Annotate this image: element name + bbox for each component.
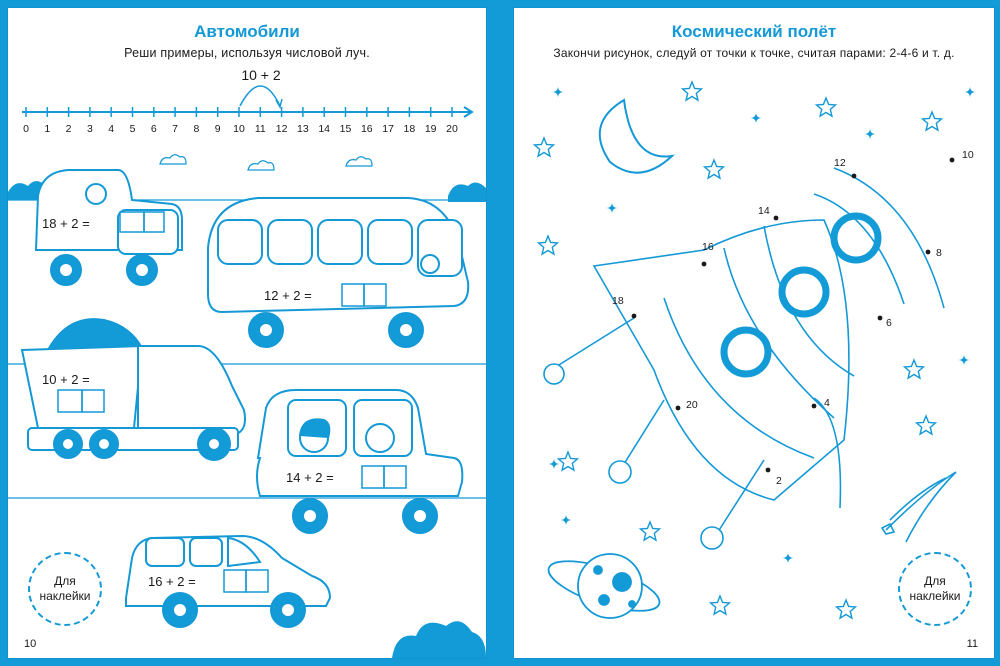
- star-icon: [683, 82, 702, 100]
- number-line-label: 1: [44, 123, 51, 135]
- sticker-label: Для: [54, 574, 76, 588]
- star-icon: [905, 360, 924, 378]
- sparkle-icon: [606, 202, 618, 214]
- dot-number: 12: [834, 157, 846, 169]
- car-with-people: [257, 390, 462, 533]
- dot-number: 4: [824, 397, 830, 409]
- equation-dump-truck: 10 + 2 =: [42, 372, 90, 387]
- example-text: 10 + 2: [241, 67, 281, 83]
- sparkle-icon: [552, 86, 564, 98]
- number-line-label: 6: [150, 123, 157, 135]
- porthole-icon: [782, 270, 826, 314]
- equation-car-people: 14 + 2 =: [286, 470, 334, 485]
- sticker-placeholder: [28, 552, 102, 626]
- shooting-star-icon: [882, 472, 956, 542]
- page-instruction: Реши примеры, используя числовой луч.: [124, 46, 370, 60]
- cloud-icon: [160, 155, 372, 170]
- number-line-label: 13: [297, 123, 309, 135]
- number-line-label: 20: [446, 123, 458, 135]
- dot-number: 18: [612, 295, 624, 307]
- rocket-nozzle: [544, 364, 723, 549]
- number-line-label: 8: [193, 123, 200, 135]
- sticker-placeholder: [898, 552, 972, 626]
- dot[interactable]: [766, 468, 771, 473]
- moon-icon: [600, 100, 672, 173]
- star-icon: [535, 138, 554, 156]
- number-line-label: 12: [275, 123, 288, 135]
- bus: [208, 198, 468, 347]
- dot[interactable]: [676, 406, 681, 411]
- sparkle-icon: [750, 112, 762, 124]
- dot[interactable]: [878, 316, 883, 321]
- page-number: 10: [24, 638, 37, 650]
- star-icon: [817, 98, 836, 116]
- rocket: [554, 168, 944, 538]
- dot-number: 20: [686, 399, 698, 411]
- sparkle-icon: [782, 552, 794, 564]
- number-line-label: 0: [23, 123, 29, 135]
- right-page: [514, 8, 994, 658]
- dot-number: 6: [886, 317, 892, 329]
- sticker-label: наклейки: [909, 589, 961, 603]
- dump-truck: [22, 319, 245, 460]
- number-line-label: 15: [339, 123, 352, 135]
- number-line-label: 11: [254, 123, 266, 135]
- connect-dots: [612, 149, 974, 487]
- number-line-label: 10: [233, 123, 245, 135]
- star-icon: [923, 112, 942, 130]
- porthole-icon: [724, 330, 768, 374]
- equation-hatchback: 16 + 2 =: [148, 574, 196, 589]
- number-line-label: 9: [214, 123, 221, 135]
- number-line-label: 14: [318, 123, 331, 135]
- sticker-label: Для: [924, 574, 946, 588]
- sparkle-icon: [548, 86, 976, 564]
- number-line-label: 16: [360, 123, 373, 135]
- equation-truck: 18 + 2 =: [42, 216, 90, 231]
- star-icon: [711, 596, 730, 614]
- dot[interactable]: [774, 216, 779, 221]
- number-line-label: 3: [86, 123, 93, 135]
- sparkle-icon: [548, 458, 560, 470]
- star-icon: [641, 522, 660, 540]
- equation-bus: 12 + 2 =: [264, 288, 312, 303]
- number-line-label: 4: [108, 123, 115, 135]
- dot-number: 2: [776, 475, 782, 487]
- page-title: Автомобили: [194, 22, 300, 41]
- page-number: 11: [966, 638, 978, 650]
- dot-number: 8: [936, 247, 942, 259]
- star-icon: [559, 452, 578, 470]
- page-title: Космический полёт: [671, 22, 837, 41]
- left-page: [8, 8, 486, 658]
- page-instruction: Закончи рисунок, следуй от точки к точке, считая парами: 2-4-6 и т. д.: [553, 46, 955, 60]
- dot-number: 14: [758, 205, 770, 217]
- number-line-label: 17: [382, 123, 394, 135]
- dot-number: 16: [702, 241, 714, 253]
- star-icon: [705, 160, 724, 178]
- number-line-label: 2: [65, 123, 72, 135]
- number-line-label: 19: [424, 123, 437, 135]
- dot[interactable]: [950, 158, 955, 163]
- jump-arc: [240, 86, 280, 106]
- number-line-label: 18: [403, 123, 416, 135]
- dot-number: 10: [962, 149, 974, 161]
- dot[interactable]: [852, 174, 857, 179]
- planet-icon: [543, 551, 664, 621]
- dot[interactable]: [926, 250, 931, 255]
- star-icon: [837, 600, 856, 618]
- sparkle-icon: [560, 514, 572, 526]
- dot[interactable]: [702, 262, 707, 267]
- dot[interactable]: [632, 314, 637, 319]
- sparkle-icon: [864, 128, 876, 140]
- sparkle-icon: [958, 354, 970, 366]
- bush-icon: [448, 182, 486, 202]
- star-icon: [539, 236, 558, 254]
- number-line: [22, 107, 472, 135]
- star-icon: [917, 416, 936, 434]
- sparkle-icon: [964, 86, 976, 98]
- number-line-label: 7: [172, 123, 179, 135]
- star-icon: [535, 82, 942, 618]
- bush-icon: [392, 621, 486, 658]
- sticker-label: наклейки: [39, 589, 91, 603]
- number-line-label: 5: [129, 123, 136, 135]
- dot[interactable]: [812, 404, 817, 409]
